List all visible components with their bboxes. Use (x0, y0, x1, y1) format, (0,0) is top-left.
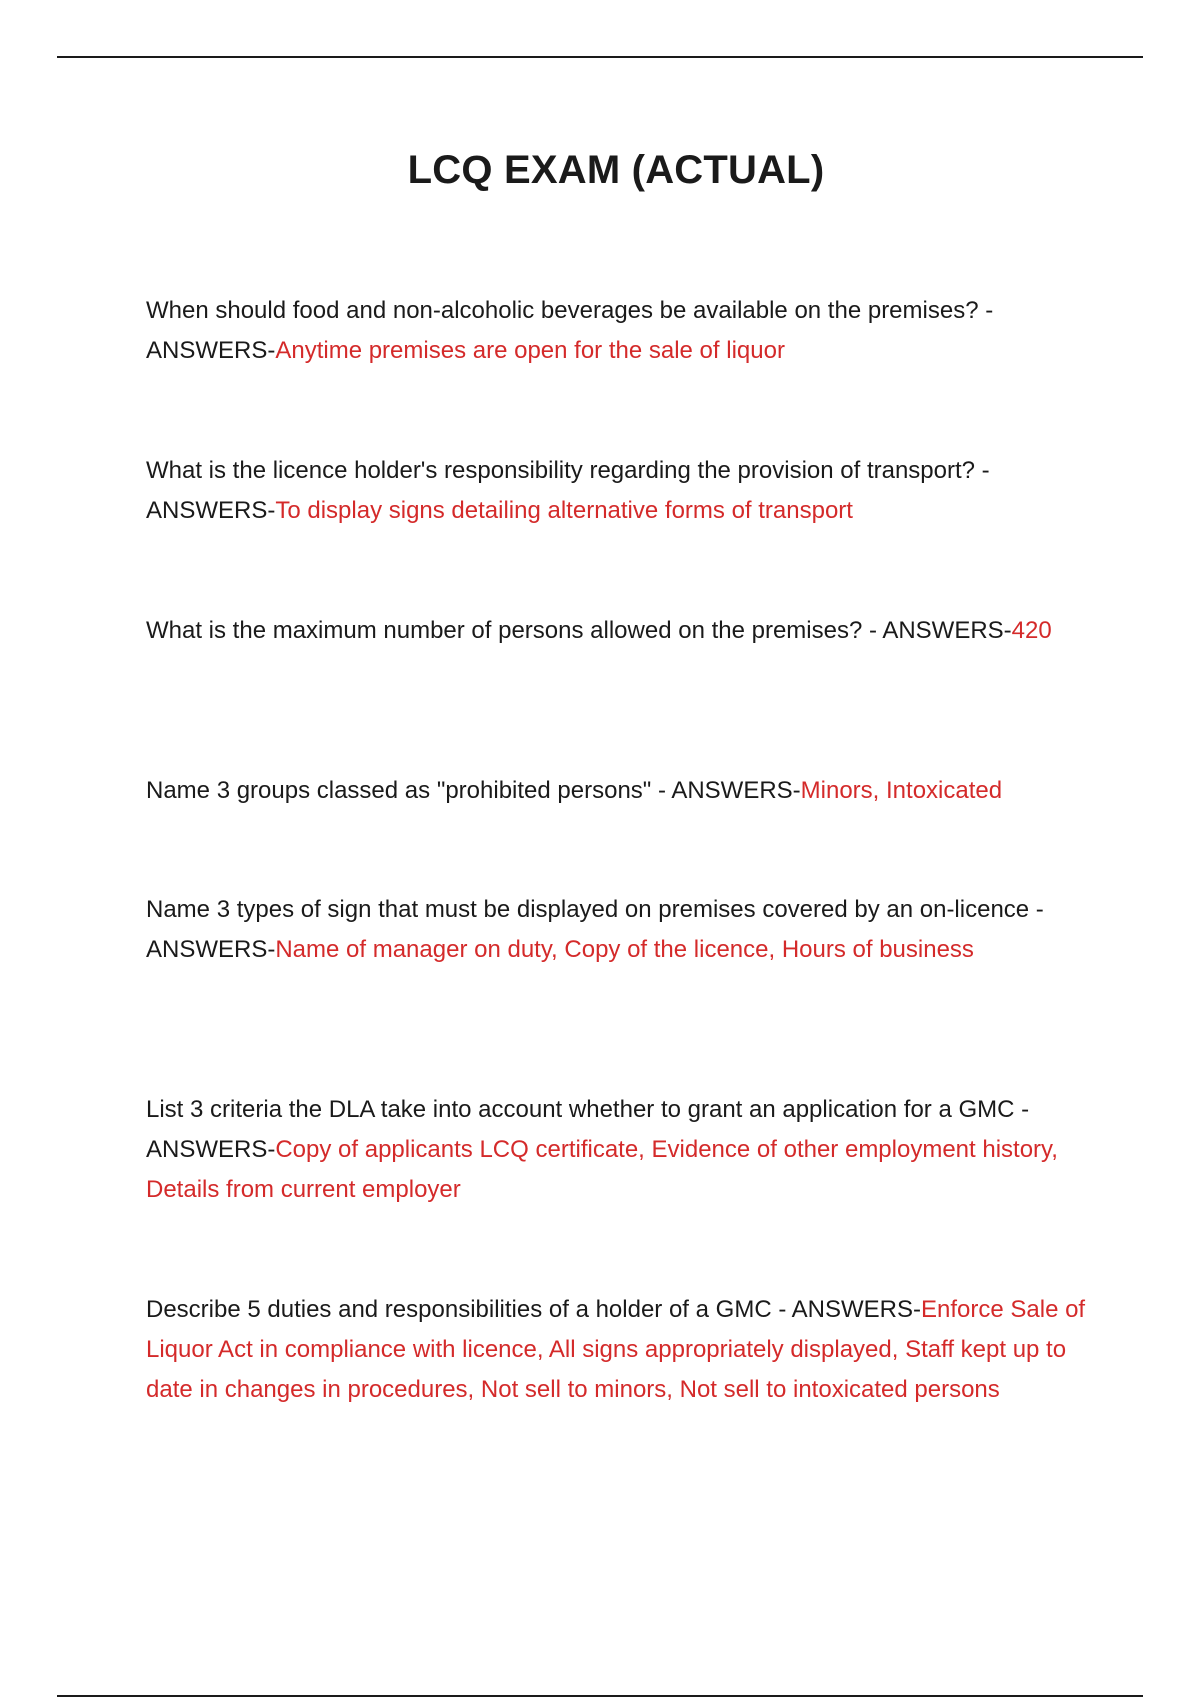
qa-item-4 (146, 771, 1096, 811)
question-text: What is the maximum number of persons allowed on the premises? - ANSWERS- (146, 617, 1012, 644)
answer-text: Anytime premises are open for the sale of liquor (275, 337, 785, 364)
answer-text: Name of manager on duty, Copy of the licence, Hours of business (275, 936, 974, 963)
qa-item-7 (146, 1290, 1096, 1410)
question-text: Describe 5 duties and responsibilities of a holder of a GMC - ANSWERS- (146, 1296, 921, 1323)
question-text: List 3 criteria the DLA take into account whether to grant an application for a GMC - ANSWERS- (146, 1096, 1030, 1163)
qa-item-6 (146, 1090, 1096, 1210)
qa-item-3 (146, 611, 1096, 651)
qa-item-1 (146, 291, 1096, 371)
answer-text: Minors, Intoxicated (800, 777, 1003, 804)
answer-text: Copy of applicants LCQ certificate, Evidence of other employment history, Details from current employer (146, 1136, 1058, 1203)
answer-text: Enforce Sale of Liquor Act in compliance with licence, All signs appropriately displayed, Staff kept up to date in changes in procedures, Not sell to minors, Not sell to intoxicated persons (146, 1296, 1086, 1403)
qa-item-2 (146, 451, 1096, 531)
question-text: Name 3 groups classed as "prohibited persons" - ANSWERS- (146, 777, 801, 804)
answer-text: 420 (1011, 617, 1052, 644)
answer-text: To display signs detailing alternative forms of transport (275, 497, 853, 524)
question-text: Name 3 types of sign that must be displayed on premises covered by an on-licence - ANSWERS- (146, 896, 1044, 963)
question-text: When should food and non-alcoholic beverages be available on the premises? - ANSWERS- (146, 297, 994, 364)
document-title: LCQ EXAM (ACTUAL) (407, 148, 825, 192)
top-rule (57, 56, 1143, 58)
bottom-rule (57, 1695, 1143, 1697)
question-text: What is the licence holder's responsibility regarding the provision of transport? - ANSWERS- (146, 457, 990, 524)
qa-item-5 (146, 890, 1096, 970)
